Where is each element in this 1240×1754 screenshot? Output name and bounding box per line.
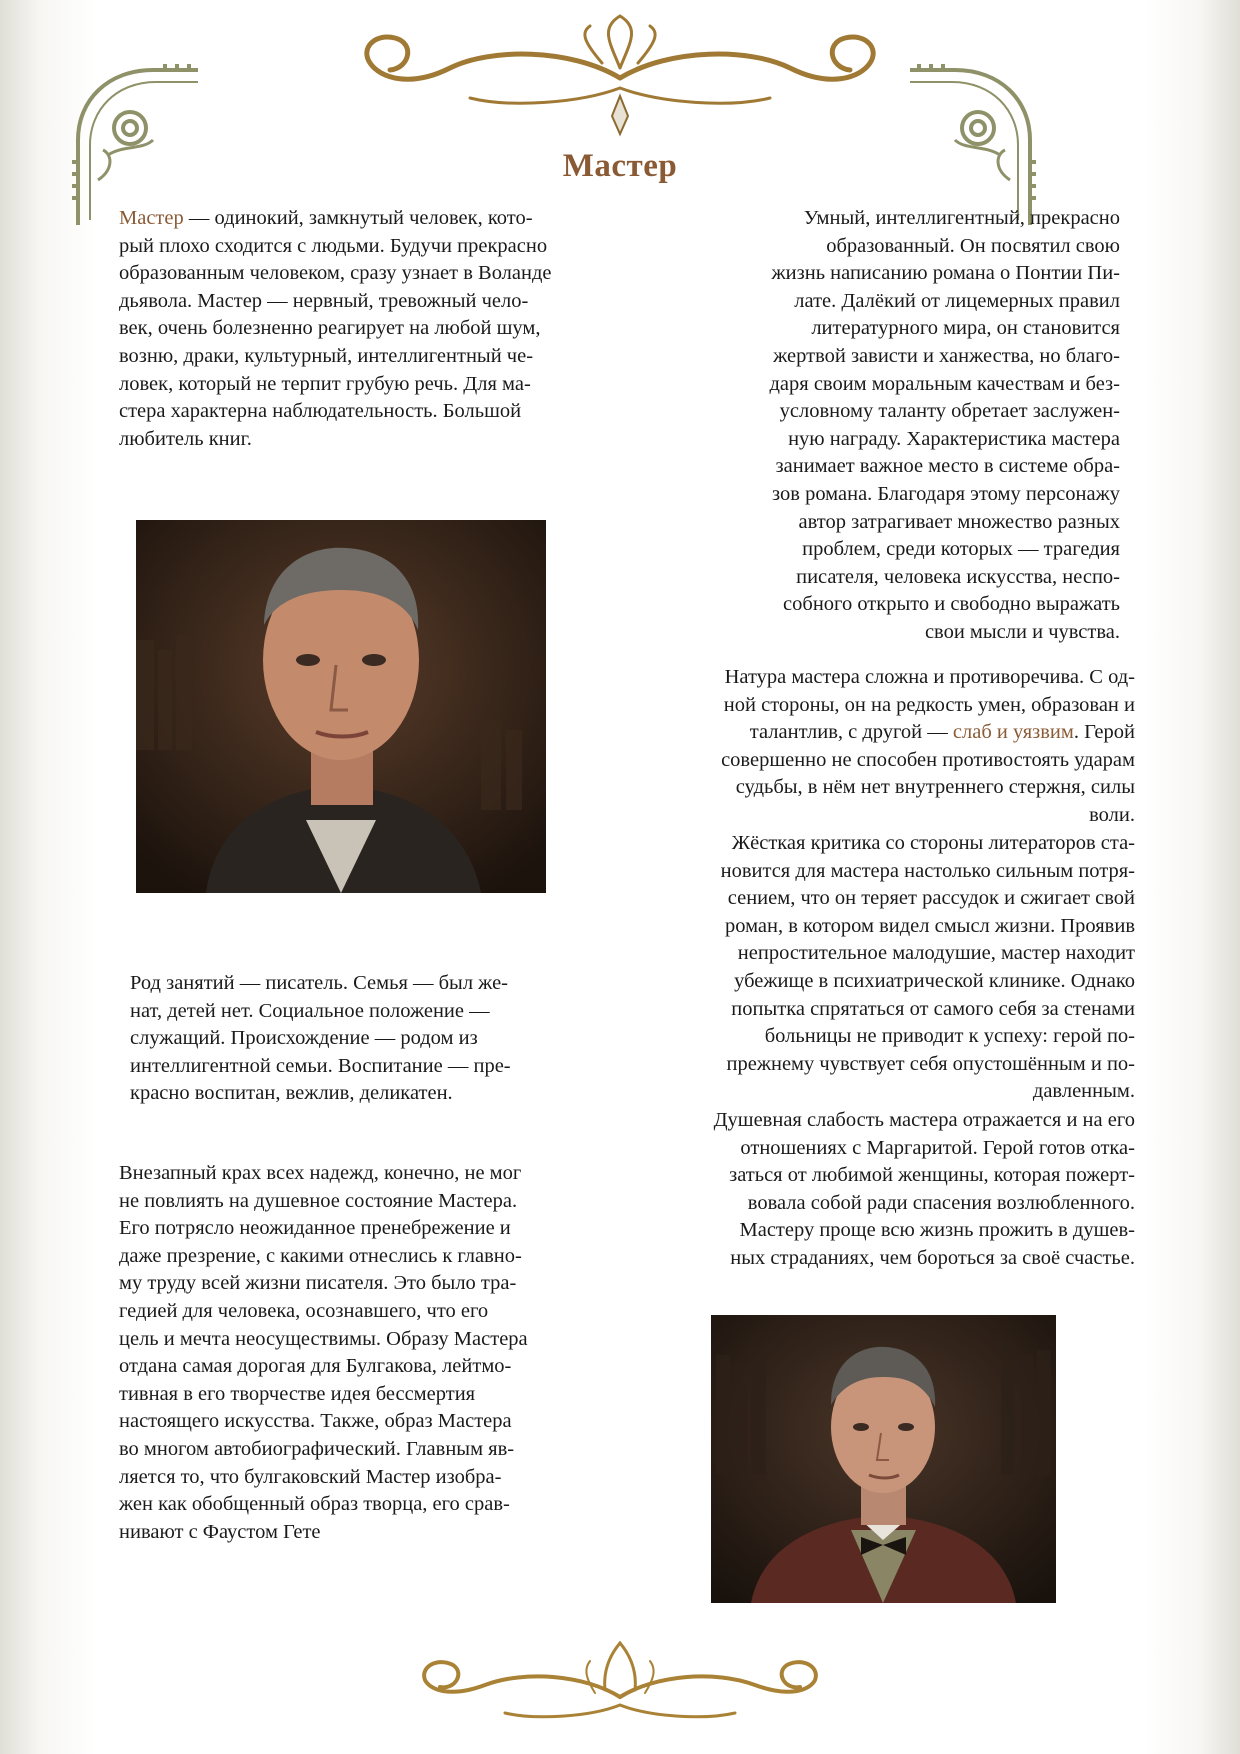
intro-line-1 <box>119 205 639 233</box>
weakness-line: вовала собой ради спасения возлюбленного. <box>747 1191 1135 1214</box>
collapse-line: жен как обобщенный образ творца, его срав- <box>119 1493 510 1516</box>
criticism-line: непростительное малодушие, мастер находит <box>737 942 1135 965</box>
collapse-line: во многом автобиографический. Главным яв- <box>119 1437 515 1460</box>
intro-highlight-link[interactable]: Мастер <box>119 207 184 229</box>
right-top-line: условному таланту обретает заслужен- <box>779 400 1120 423</box>
page-title: Мастер <box>562 148 678 184</box>
occupation-line: служащий. Происхождение — родом из <box>130 1027 478 1050</box>
occupation-line: Род занятий — писатель. Семья — был же- <box>130 972 508 994</box>
right-top-line: Умный, интеллигентный, прекрасно <box>803 207 1120 229</box>
nature-line-3 <box>615 719 1135 747</box>
right-top-line: образованный. Он посвятил свою <box>826 234 1120 257</box>
collapse-line: тивная в его творчестве идея бессмертия <box>119 1382 476 1405</box>
right-top-line: писателя, человека искусства, неспо- <box>796 565 1120 588</box>
nature-line: воли. <box>1089 803 1135 826</box>
weakness-line: отношениях с Маргаритой. Герой готов отка- <box>740 1136 1135 1159</box>
weakness-line: заться от любимой женщины, которая пожерт- <box>729 1164 1135 1187</box>
criticism-line: прежнему чувствует себя опустошённым и по- <box>726 1052 1135 1075</box>
nature-line: ной стороны, он на редкость умен, образован и <box>723 693 1135 716</box>
collapse-line: гедией для человека, осознавшего, что его <box>119 1299 489 1322</box>
nature-line-3-post: . Герой <box>1073 721 1135 744</box>
collapse-line: даже презрение, с какими отнеслись к главно- <box>119 1244 522 1267</box>
collapse-line: отдана самая дорогая для Булгакова, лейтмо- <box>119 1355 512 1378</box>
intro-line: любитель книг. <box>119 427 252 450</box>
collapse-line: Внезапный крах всех надежд, конечно, не мог <box>119 1162 522 1184</box>
criticism-line: роман, в котором видел смысл жизни. Проявив <box>724 914 1135 937</box>
nature-paragraph <box>615 664 1135 830</box>
criticism-line: Жёсткая критика со стороны литераторов ста- <box>731 832 1135 854</box>
bottom-ornament <box>405 1635 835 1735</box>
criticism-line: сением, что он теряет рассудок и сжигает свой <box>727 887 1135 910</box>
top-ornament <box>340 8 900 148</box>
collapse-line: Его потрясло неожиданное пренебрежение и <box>119 1217 511 1240</box>
nature-line-3-pre: талантлив, с другой — <box>749 721 953 744</box>
intro-line: век, очень болезненно реагирует на любой шум, <box>119 317 541 340</box>
criticism-line: убежище в психиатрической клинике. Однако <box>734 969 1135 992</box>
occupation-line: интеллигентной семьи. Воспитание — пре- <box>130 1054 511 1077</box>
collapse-line: не повлиять на душевное состояние Мастера. <box>119 1189 518 1212</box>
intro-line: стера характерна наблюдательность. Большой <box>119 400 522 423</box>
intro-paragraph <box>119 205 639 453</box>
right-top-line: проблем, среди которых — трагедия <box>802 538 1120 561</box>
right-top-line: собного открыто и свободно выражать <box>783 593 1120 616</box>
weakness-line: ных страданиях, чем бороться за своё счастье. <box>730 1246 1135 1269</box>
occupation-line: нат, детей нет. Социальное положение — <box>130 999 490 1022</box>
right-top-paragraph <box>690 205 1120 647</box>
criticism-paragraph <box>615 830 1135 1106</box>
right-top-line: жизнь написанию романа о Понтии Пи- <box>771 262 1120 285</box>
portrait-photo-1 <box>136 520 546 893</box>
collapse-line: цель и мечта неосуществимы. Образу Мастера <box>119 1327 528 1350</box>
criticism-line: давленным. <box>1032 1080 1135 1103</box>
intro-line: возню, драки, культурный, интеллигентный че- <box>119 344 534 367</box>
right-top-line: автор затрагивает множество разных <box>798 510 1120 533</box>
occupation-line: красно воспитан, вежлив, деликатен. <box>130 1082 453 1105</box>
collapse-line: му труду всей жизни писателя. Это было тра- <box>119 1272 517 1295</box>
collapse-paragraph <box>119 1160 639 1546</box>
intro-line: рый плохо сходится с людьми. Будучи прекрасно <box>119 234 548 257</box>
intro-line: образованным человеком, сразу узнает в Воланде <box>119 262 552 285</box>
nature-line: судьбы, в нём нет внутреннего стержня, силы <box>735 776 1135 799</box>
intro-line: дьявола. Мастер — нервный, тревожный чело- <box>119 289 529 312</box>
weakness-paragraph <box>615 1107 1135 1273</box>
nature-line: Натура мастера сложна и противоречива. С од- <box>724 666 1135 688</box>
nature-highlight-link[interactable]: слаб и уязвим <box>952 721 1074 744</box>
weakness-line: Мастеру проще всю жизнь прожить в душев- <box>739 1219 1135 1242</box>
right-top-line: зов романа. Благодаря этому персонажу <box>772 482 1120 505</box>
weakness-line: Душевная слабость мастера отражается и на его <box>713 1109 1135 1131</box>
right-top-line: даря своим моральным качествам и без- <box>769 372 1120 395</box>
right-top-line: свои мысли и чувства. <box>924 620 1120 643</box>
criticism-line: попытка спрятаться от самого себя за стенами <box>731 997 1135 1020</box>
collapse-line: ляется то, что булгаковский Мастер изобра- <box>119 1465 502 1488</box>
criticism-line: новится для мастера настолько сильным потря- <box>720 859 1135 882</box>
collapse-line: нивают с Фаустом Гете <box>119 1520 321 1543</box>
right-top-line: жертвой зависти и ханжества, но благо- <box>773 344 1120 367</box>
intro-line-1-rest: — одинокий, замкнутый человек, кото- <box>183 207 533 229</box>
criticism-line: больницы не приводит к успеху: герой по- <box>764 1025 1135 1048</box>
right-top-line: занимает важное место в системе обра- <box>775 455 1120 478</box>
occupation-paragraph <box>130 970 610 1108</box>
right-top-line: ную награду. Характеристика мастера <box>788 427 1120 450</box>
portrait-photo-2 <box>711 1315 1056 1603</box>
nature-line: совершенно не способен противостоять ударам <box>721 748 1135 771</box>
collapse-line: настоящего искусства. Также, образ Мастера <box>119 1410 512 1433</box>
right-top-line: лате. Далёкий от лицемерных правил <box>794 289 1120 312</box>
intro-line: ловек, который не терпит грубую речь. Для ма- <box>119 372 531 395</box>
right-top-line: литературного мира, он становится <box>811 317 1120 340</box>
